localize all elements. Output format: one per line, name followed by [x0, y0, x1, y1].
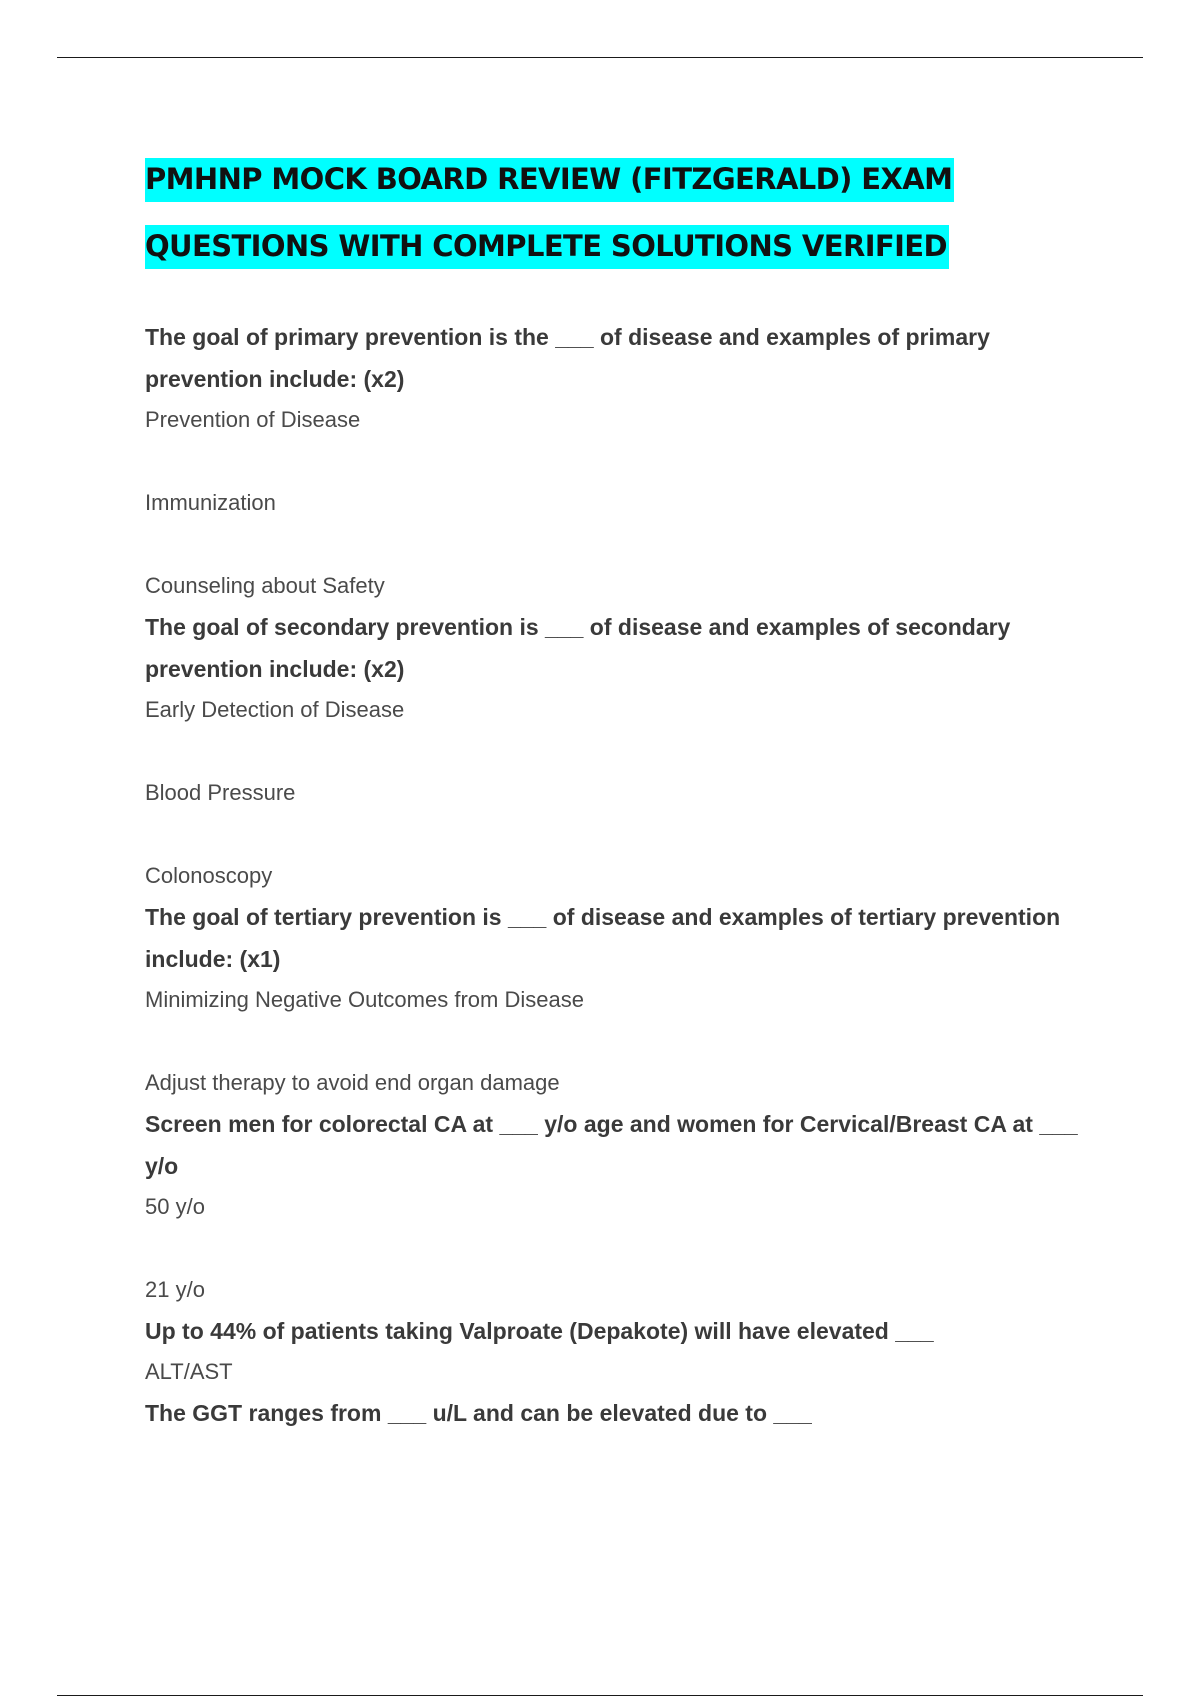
- answer-1-2: Immunization: [145, 490, 276, 515]
- answer-1-1: Prevention of Disease: [145, 407, 361, 432]
- answer-2-3: Colonoscopy: [145, 863, 273, 888]
- question-1: The goal of primary prevention is the ___ of disease and examples of primary prevention include: (x2): [145, 324, 990, 392]
- question-6: The GGT ranges from ___ u/L and can be elevated due to ___: [145, 1400, 812, 1426]
- answer-2-2: Blood Pressure: [145, 780, 296, 805]
- answer-2-1: Early Detection of Disease: [145, 697, 405, 722]
- answer-4-2: 21 y/o: [145, 1277, 205, 1302]
- answer-3-1: Minimizing Negative Outcomes from Disease: [145, 987, 584, 1012]
- answer-4-1: 50 y/o: [145, 1194, 205, 1219]
- question-4: Screen men for colorectal CA at ___ y/o age and women for Cervical/Breast CA at ___ y/o: [145, 1111, 1078, 1179]
- question-2: The goal of secondary prevention is ___ of disease and examples of secondary prevention include: (x2): [145, 614, 1011, 682]
- title-line-1: PMHNP MOCK BOARD REVIEW (FITZGERALD) EXAM: [145, 158, 954, 202]
- header-rule: [57, 57, 1143, 58]
- answer-5-1: ALT/AST: [145, 1359, 233, 1384]
- answer-3-2: Adjust therapy to avoid end organ damage: [145, 1070, 560, 1095]
- qa-list: [145, 316, 1105, 1434]
- answer-1-3: Counseling about Safety: [145, 573, 385, 598]
- question-3: The goal of tertiary prevention is ___ of disease and examples of tertiary prevention include: (x1): [145, 904, 1061, 972]
- footer-rule: [57, 1695, 1143, 1696]
- document-title: [145, 146, 1145, 280]
- question-5: Up to 44% of patients taking Valproate (Depakote) will have elevated ___: [145, 1318, 934, 1344]
- title-line-2: QUESTIONS WITH COMPLETE SOLUTIONS VERIFIED: [145, 225, 949, 269]
